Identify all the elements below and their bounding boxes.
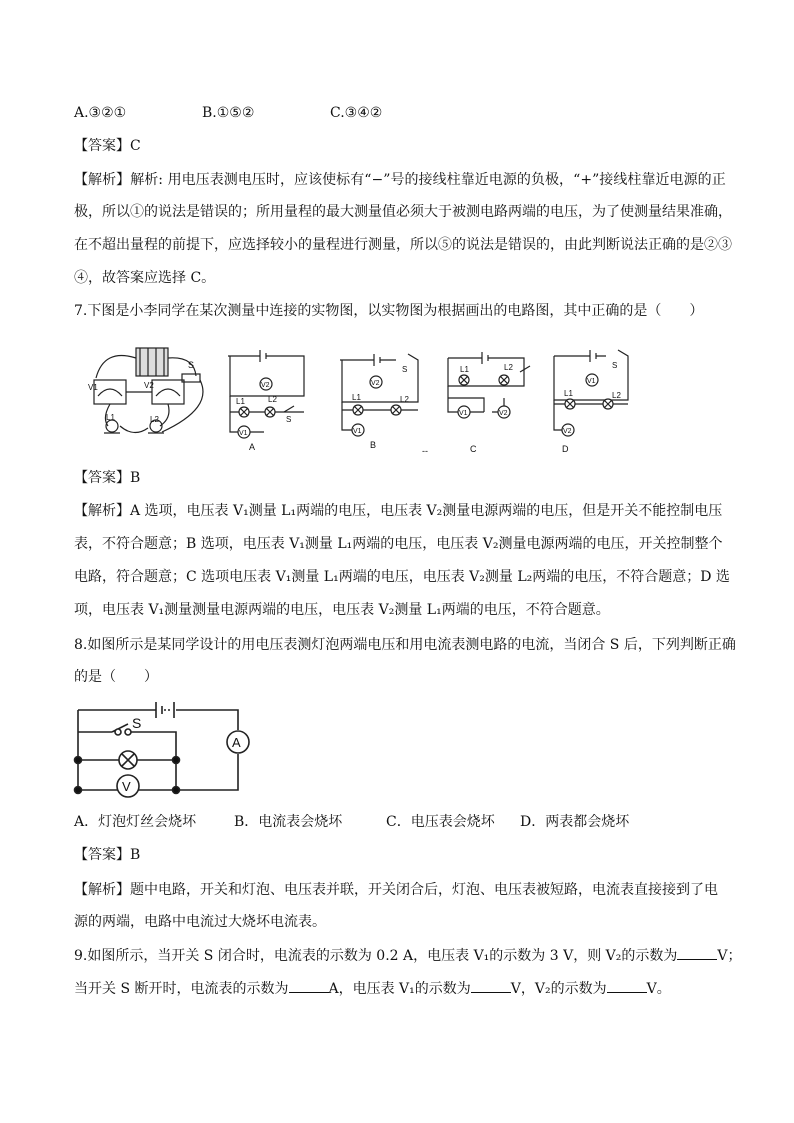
q7-phys-v2: V2 [144,381,154,390]
q9-blank-3[interactable] [471,978,511,993]
q7-analysis-line-3: 电路，符合题意；C 选项电压表 V₁测量 L₁两端的电压，电压表 V₂测量 L₂两端的电压，不符合题意；D 选 [74,569,730,585]
svg-text:V1: V1 [239,430,248,437]
q6-analysis-line-1: 【解析】解析: 用电压表测电压时，应该使标有“−”号的接线柱靠近电源的负极，“+”接线柱靠近电源的正 [74,172,726,188]
svg-text:L2: L2 [268,395,277,404]
q7-analysis-line-2: 表，不符合题意；B 选项，电压表 V₁测量 L₁两端的电压，电压表 V₂测量电源两端的电压，开关控制整个 [74,536,723,552]
q7-label-a: A [249,442,256,452]
q9-line-2 [74,978,671,999]
q9-line-1 [74,945,742,966]
q6-analysis-line-2: 极，所以①的说法是错误的；所用量程的最大测量值必须大于被测电路两端的电压，为了使测量结果准确， [74,204,732,220]
svg-text:S: S [402,365,408,374]
q7-circuit-c [448,352,530,454]
q8-answer: 【答案】B [74,847,141,863]
svg-text:V2: V2 [371,380,380,387]
svg-text:L1: L1 [236,397,245,406]
q7-label-b: B [370,440,377,450]
q6-option-b: B.①⑤② [202,105,255,121]
q9-text-2d: V。 [646,981,671,997]
svg-text:V2: V2 [499,410,508,417]
q8-analysis-line-2: 源的两端，电路中电流过大烧坏电流表。 [74,914,326,930]
q8-stem-line-1: 8.如图所示是某同学设计的用电压表测灯泡两端电压和用电流表测电路的电流，当闭合 S 后，下列判断正确 [74,637,736,653]
svg-text:L2: L2 [612,391,621,400]
q6-answer: 【答案】C [74,138,141,154]
q8-option-c: C．电压表会烧坏 [386,814,495,830]
q6-option-c: C.③④② [330,105,383,121]
q7-circuit-d [554,350,628,454]
q7-phys-l2: L2 [150,415,159,424]
q7-circuit-b [340,354,418,450]
q7-stem: 7.下图是小李同学在某次测量中连接的实物图，以实物图为根据画出的电路图，其中正确的是（ ） [74,303,704,319]
q9-text-2b: A，电压表 V₁的示数为 [328,981,471,997]
q7-analysis-line-4: 项，电压表 V₁测量测量电源两端的电压，电压表 V₂测量 L₁两端的电压，不符合题意。 [74,602,610,618]
q7-label-c: C [470,444,477,454]
q9-text-2a: 当开关 S 断开时，电流表的示数为 [74,981,289,997]
q8-ammeter-label: A [232,735,241,750]
q7-phys-v1: V1 [88,383,98,392]
svg-text:L2: L2 [400,395,409,404]
q6-analysis-line-3: 在不超出量程的前提下，应选择较小的量程进行测量，所以⑤的说法是错误的，由此判断说法正确的是②③ [74,237,732,253]
q8-voltmeter-label: V [122,779,131,794]
svg-text:V1: V1 [459,410,468,417]
svg-text:S: S [612,361,618,370]
svg-text:L1: L1 [352,393,361,402]
q7-dash: -- [422,446,428,456]
q9-blank-1[interactable] [677,945,717,960]
q7-phys-s: S [188,360,195,370]
svg-text:L2: L2 [504,363,513,372]
q8-option-b: B．电流表会烧坏 [234,814,343,830]
svg-text:L1: L1 [460,365,469,374]
q9-text-1a: 9.如图所示，当开关 S 闭合时，电流表的示数为 0.2 A，电压表 V₁的示数为 3 V，则 V₂的示数为 [74,948,678,964]
q9-blank-4[interactable] [607,978,647,993]
svg-text:V2: V2 [563,428,572,435]
q7-phys-l1: L1 [106,413,115,422]
q9-text-2c: V，V₂的示数为 [510,981,607,997]
q9-text-1b: V； [717,948,742,964]
svg-text:V1: V1 [353,428,362,435]
q7-physical-circuit [88,348,203,433]
q6-option-a: A.③②① [74,105,127,121]
svg-text:V2: V2 [261,382,270,389]
q8-option-a: A．灯泡灯丝会烧坏 [74,814,197,830]
svg-text:L1: L1 [564,389,573,398]
q7-label-d: D [562,444,569,454]
q8-analysis-line-1: 【解析】题中电路，开关和灯泡、电压表并联，开关闭合后，灯泡、电压表被短路，电流表直接接到了电 [74,882,718,898]
svg-text:V1: V1 [587,378,596,385]
q7-figure [84,338,644,458]
svg-text:S: S [286,415,292,424]
q7-circuit-a [228,350,304,452]
q8-switch-label: S [132,715,142,731]
q8-stem-line-2: 的是（ ） [74,669,158,685]
q9-blank-2[interactable] [289,978,329,993]
q8-figure [72,694,252,800]
q8-option-d: D．两表都会烧坏 [520,814,630,830]
q7-answer: 【答案】B [74,470,141,486]
q7-analysis-line-1: 【解析】A 选项，电压表 V₁测量 L₁两端的电压，电压表 V₂测量电源两端的电压，但是开关不能控制电压 [74,503,723,519]
q6-analysis-line-4: ④，故答案应选择 C。 [74,270,216,286]
